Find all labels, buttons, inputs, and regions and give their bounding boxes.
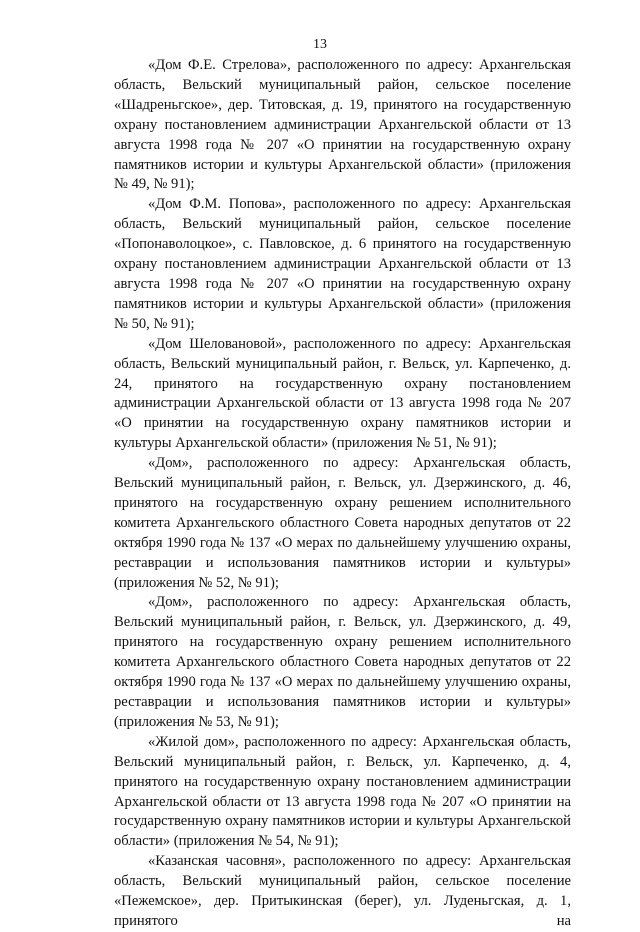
paragraph-strelov-house: «Дом Ф.Е. Стрелова», расположенного по адресу: Архангельская область, Вельский муниципальный район, сельское поселение «Шадреньгское», дер. Титовская, д. 19, принятого на государственную охрану постановлением администрации Архангельской области от 13 августа 1998 года № 207 «О принятии на государственную охрану памятников истории и культуры Архангельской области» (приложения № 49, № 91);: [114, 57, 571, 193]
paragraph-residential-house: «Жилой дом», расположенного по адресу: Архангельская область, Вельский муниципальный район, г. Вельск, ул. Карпеченко, д. 4, принятого на государственную охрану постановлением администрации Архангельской области от 13 августа 1998 года № 207 «О принятии на государственную охрану памятников истории и культуры Архангельской области» (приложения № 54, № 91);: [114, 733, 571, 850]
paragraph-shelovanova-house: «Дом Шеловановой», расположенного по адресу: Архангельская область, Вельский муниципальный район, г. Вельск, ул. Карпеченко, д. 24, принятого на государственную охрану постановлением администрации Архангельской области от 13 августа 1998 года № 207 «О принятии на государственную охрану памятников истории и культуры Архангельской области» (приложения № 51, № 91);: [114, 335, 571, 452]
document-body: [114, 56, 571, 932]
paragraph-house-dzerzhinskogo-49: «Дом», расположенного по адресу: Архангельская область, Вельский муниципальный район, г. Вельск, ул. Дзержинского, д. 49, принятого на государственную охрану решением исполнительного комитета Архангельского областного Совета народных депутатов от 22 октября 1990 года № 137 «О мерах по дальнейшему улучшению охраны, реставрации и использования памятников истории и культуры» (приложения № 53, № 91);: [114, 594, 571, 730]
page-number: 13: [313, 37, 327, 52]
paragraph-kazan-chapel: «Казанская часовня», расположенного по адресу: Архангельская область, Вельский муниципальный район, сельское поселение «Пежемское», дер. Притыкинская (берег), ул. Луденьгская, д. 1, принятого на: [114, 853, 571, 929]
paragraph-popov-house: «Дом Ф.М. Попова», расположенного по адресу: Архангельская область, Вельский муниципальный район, сельское поселение «Попонаволоцкое», с. Павловское, д. 6 принятого на государственную охрану постановлением администрации Архангельской области от 13 августа 1998 года № 207 «О принятии на государственную охрану памятников истории и культуры Архангельской области» (приложения № 50, № 91);: [114, 196, 571, 332]
paragraph-house-dzerzhinskogo-46: «Дом», расположенного по адресу: Архангельская область, Вельский муниципальный район, г. Вельск, ул. Дзержинского, д. 46, принятого на государственную охрану решением исполнительного комитета Архангельского областного Совета народных депутатов от 22 октября 1990 года № 137 «О мерах по дальнейшему улучшению охраны, реставрации и использования памятников истории и культуры» (приложения № 52, № 91);: [114, 455, 571, 591]
